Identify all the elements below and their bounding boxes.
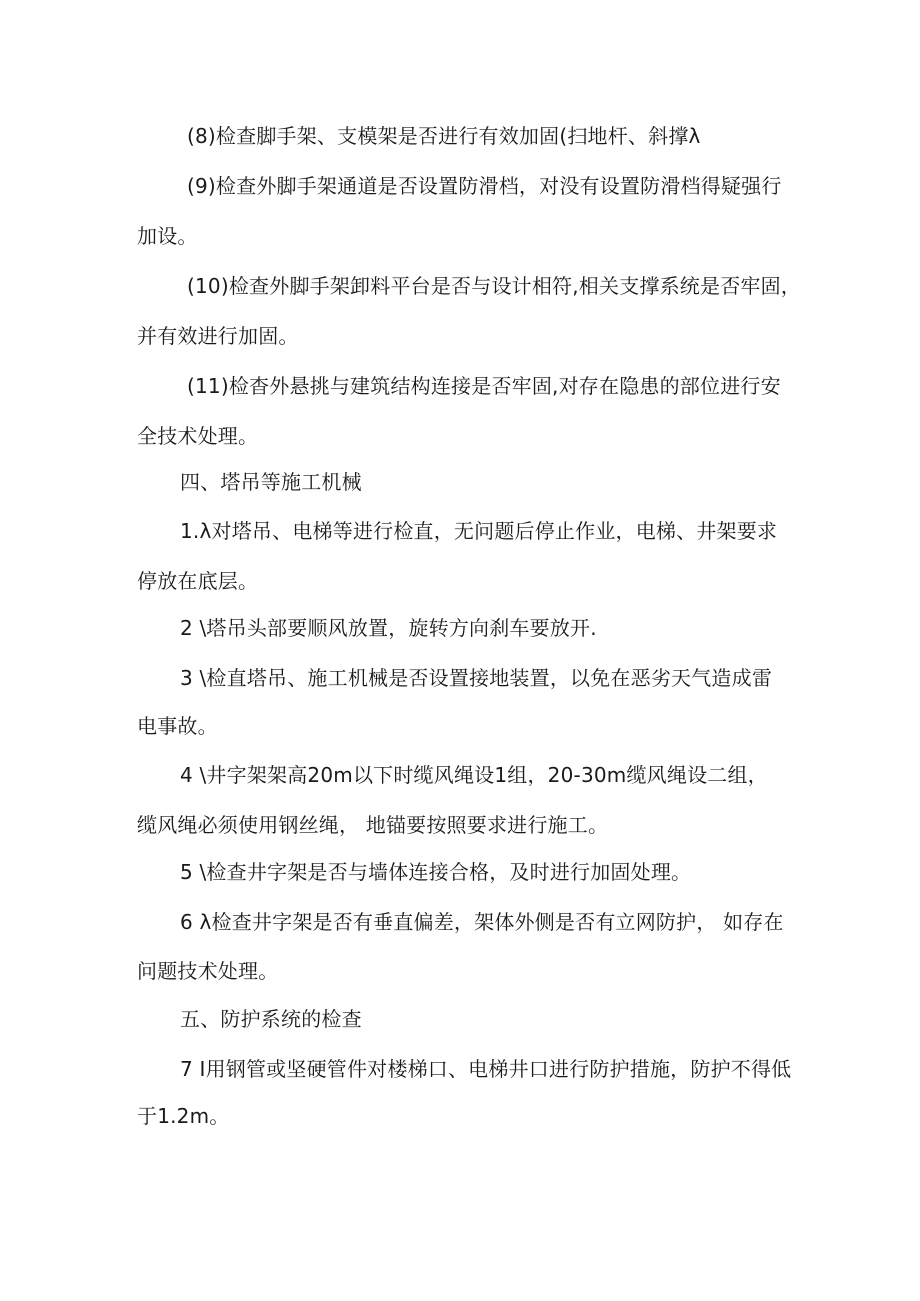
paragraph-line: (9)检查外脚手架通道是否设置防滑档，对没有设置防滑档得疑强行: [187, 174, 782, 198]
paragraph-line: 5 \检查井字架是否与墙体连接合格，及时进行加固处理。: [180, 860, 692, 884]
paragraph-line: 停放在底层。: [137, 569, 259, 593]
paragraph-line: (8)检查脚手架、支模架是否进行有效加固(扫地杆、斜撑λ: [187, 124, 701, 148]
paragraph-line: 加设。: [137, 224, 198, 248]
paragraph-line: (11)检杳外悬挑与建筑结构连接是否牢固,对存在隐患的部位进行安: [187, 374, 781, 398]
paragraph-line: 6 λ检查井字架是否有垂直偏差，架体外侧是否有立网防护， 如存在: [180, 910, 784, 934]
section-heading: 四、塔吊等施工机械: [180, 470, 362, 494]
section-heading: 五、防护系统的检查: [180, 1007, 362, 1031]
paragraph-line: 问题技术处理。: [137, 959, 279, 983]
paragraph-line: 2 \塔吊头部要顺风放置，旋转方向刹车要放开.: [180, 616, 597, 640]
paragraph-line: 全技术处理。: [137, 424, 259, 448]
paragraph-line: 于1.2m。: [137, 1104, 230, 1128]
paragraph-line: 电事故。: [137, 714, 218, 738]
paragraph-line: 并有效进行加固。: [137, 324, 299, 348]
paragraph-line: 3 \检直塔吊、施工机械是否设置接地装置，以免在恶劣天气造成雷: [180, 666, 773, 690]
paragraph-line: 4 \井字架架高20m以下时缆风绳设1组，20-30m缆风绳设二组，: [180, 763, 768, 787]
paragraph-line: 1.λ对塔吊、电梯等进行检直，无问题后停止作业，电梯、井架要求: [180, 519, 778, 543]
paragraph-line: (10)检查外脚手架卸料平台是否与设计相符,相关支撑系统是否牢固，: [187, 274, 802, 298]
paragraph-line: 缆风绳必须使用钢丝绳， 地锚要按照要求进行施工。: [137, 813, 609, 837]
paragraph-line: 7 I用钢管或坚硬管件对楼梯口、电梯井口进行防护措施，防护不得低: [180, 1057, 792, 1081]
